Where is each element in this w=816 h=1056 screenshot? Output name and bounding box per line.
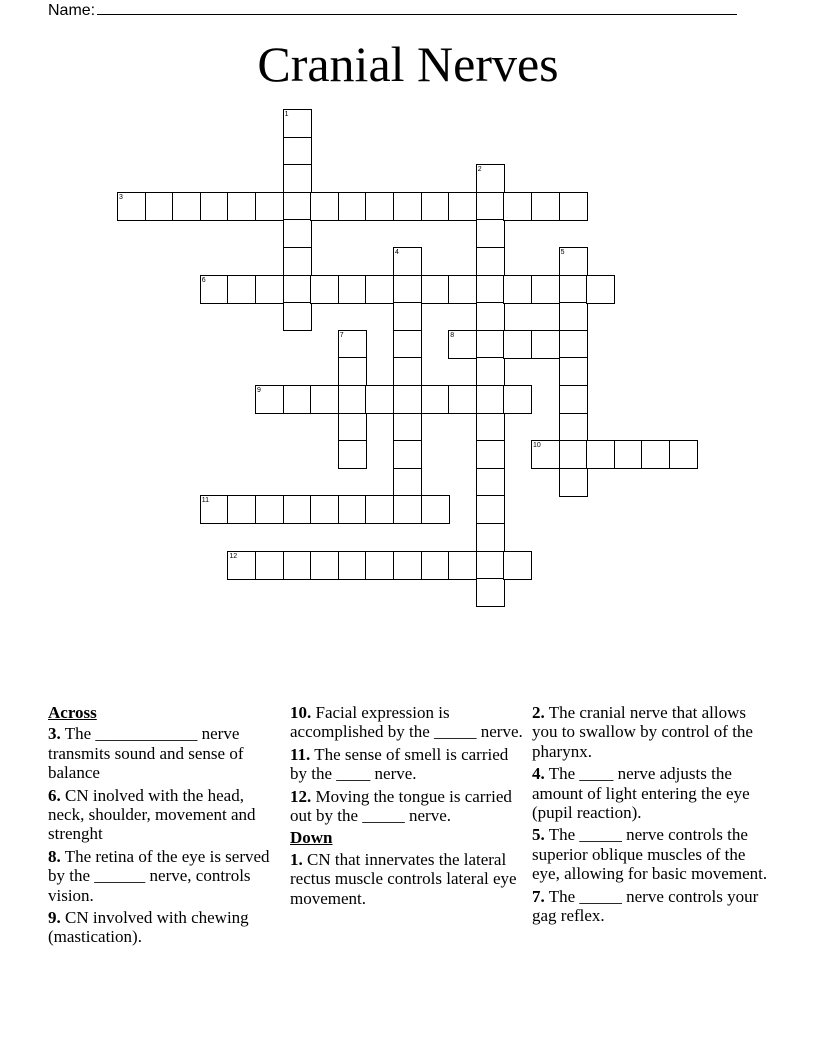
clue-1 bbox=[290, 850, 526, 908]
clue-text: Moving the tongue is carried out by the _____ nerve. bbox=[290, 786, 512, 826]
grid-cell[interactable] bbox=[476, 192, 505, 221]
grid-cell[interactable] bbox=[310, 385, 339, 414]
grid-cell[interactable] bbox=[559, 413, 588, 442]
grid-cell[interactable] bbox=[283, 551, 312, 580]
clue-number: 4. bbox=[532, 764, 545, 784]
grid-cell[interactable] bbox=[503, 192, 532, 221]
grid-cell[interactable] bbox=[283, 219, 312, 248]
clue-8 bbox=[48, 847, 284, 905]
clue-number: 1. bbox=[290, 849, 303, 869]
grid-cell[interactable] bbox=[476, 330, 505, 359]
grid-cell[interactable] bbox=[283, 247, 312, 276]
grid-cell[interactable] bbox=[283, 137, 312, 166]
clue-11 bbox=[290, 745, 526, 784]
grid-cell[interactable] bbox=[393, 275, 422, 304]
grid-number-6: 6 bbox=[201, 276, 206, 284]
clue-text: The retina of the eye is served by the ______ nerve, controls vision. bbox=[48, 846, 270, 905]
grid-cell[interactable] bbox=[476, 578, 505, 607]
grid-cell[interactable] bbox=[338, 551, 367, 580]
grid-cell[interactable] bbox=[421, 275, 450, 304]
grid-cell[interactable] bbox=[669, 440, 698, 469]
grid-number-7: 7 bbox=[339, 331, 344, 339]
grid-cell[interactable] bbox=[310, 275, 339, 304]
grid-cell[interactable] bbox=[476, 385, 505, 414]
grid-cell[interactable] bbox=[283, 192, 312, 221]
grid-number-11: 11 bbox=[201, 497, 210, 505]
grid-cell[interactable] bbox=[476, 551, 505, 580]
grid-cell[interactable] bbox=[559, 302, 588, 331]
grid-cell[interactable] bbox=[476, 495, 505, 524]
grid-cell[interactable] bbox=[559, 357, 588, 386]
grid-cell[interactable] bbox=[531, 330, 560, 359]
grid-cell[interactable] bbox=[310, 495, 339, 524]
grid-cell[interactable] bbox=[310, 551, 339, 580]
grid-cell[interactable] bbox=[559, 275, 588, 304]
grid-cell[interactable] bbox=[393, 440, 422, 469]
grid-cell[interactable] bbox=[255, 275, 284, 304]
clue-6 bbox=[48, 786, 284, 844]
grid-number-4: 4 bbox=[395, 249, 399, 256]
grid-cell[interactable] bbox=[338, 413, 367, 442]
grid-cell[interactable] bbox=[255, 551, 284, 580]
grid-cell[interactable] bbox=[283, 302, 312, 331]
clue-text: The ____ nerve adjusts the amount of light entering the eye (pupil reaction). bbox=[532, 764, 750, 823]
grid-cell[interactable] bbox=[393, 468, 422, 497]
clue-text: CN involved with chewing (mastication). bbox=[48, 908, 249, 947]
grid-cell[interactable] bbox=[476, 440, 505, 469]
clue-text: Facial expression is accomplished by the _____ nerve. bbox=[290, 703, 523, 742]
clue-3 bbox=[48, 724, 284, 782]
grid-cell[interactable] bbox=[559, 330, 588, 359]
grid-cell[interactable] bbox=[365, 275, 394, 304]
grid-cell[interactable] bbox=[338, 275, 367, 304]
grid-cell[interactable] bbox=[393, 330, 422, 359]
grid-cell[interactable] bbox=[476, 219, 505, 248]
clue-number: 11. bbox=[290, 744, 311, 764]
grid-cell[interactable] bbox=[393, 413, 422, 442]
grid-cell[interactable] bbox=[393, 551, 422, 580]
grid-cell[interactable] bbox=[255, 495, 284, 524]
grid-cell[interactable] bbox=[283, 385, 312, 414]
across-clue-list-continued bbox=[290, 703, 526, 825]
grid-number-1: 1 bbox=[284, 111, 289, 118]
grid-cell[interactable] bbox=[338, 495, 367, 524]
clue-number: 7. bbox=[532, 886, 545, 906]
clue-number: 2. bbox=[532, 703, 545, 722]
down-clue-list bbox=[290, 850, 526, 908]
grid-cell[interactable] bbox=[448, 551, 477, 580]
grid-cell[interactable] bbox=[448, 275, 477, 304]
grid-cell[interactable] bbox=[393, 495, 422, 524]
clue-column-1 bbox=[48, 703, 284, 950]
down-header: Down bbox=[290, 828, 333, 848]
grid-cell[interactable] bbox=[393, 357, 422, 386]
clue-number: 8. bbox=[48, 846, 61, 866]
grid-cell[interactable] bbox=[421, 495, 450, 524]
grid-number-5: 5 bbox=[560, 249, 565, 256]
grid-number-12: 12 bbox=[229, 552, 238, 560]
grid-cell[interactable] bbox=[531, 192, 560, 221]
clue-number: 10. bbox=[290, 703, 312, 722]
grid-cell[interactable] bbox=[559, 440, 588, 469]
grid-cell[interactable] bbox=[476, 523, 505, 552]
clue-text: CN inolved with the head, neck, shoulder, movement and strenght bbox=[48, 785, 256, 844]
clue-4 bbox=[532, 764, 768, 822]
grid-cell[interactable] bbox=[227, 495, 256, 524]
grid-cell[interactable] bbox=[393, 302, 422, 331]
grid-cell[interactable] bbox=[283, 164, 312, 193]
grid-cell[interactable] bbox=[172, 192, 201, 221]
clue-2 bbox=[532, 703, 768, 761]
clue-text: The sense of smell is carried by the ____ nerve. bbox=[290, 744, 509, 784]
grid-cell[interactable] bbox=[559, 385, 588, 414]
grid-cell[interactable] bbox=[476, 468, 505, 497]
grid-cell[interactable] bbox=[365, 192, 394, 221]
grid-cell[interactable] bbox=[393, 385, 422, 414]
grid-cell[interactable] bbox=[421, 551, 450, 580]
grid-cell[interactable] bbox=[586, 440, 615, 469]
grid-cell[interactable] bbox=[559, 192, 588, 221]
grid-cell[interactable] bbox=[448, 192, 477, 221]
grid-number-3: 3 bbox=[119, 193, 123, 201]
grid-cell[interactable] bbox=[393, 192, 422, 221]
down-clue-list-continued bbox=[532, 703, 768, 925]
across-header: Across bbox=[48, 703, 97, 722]
grid-cell[interactable] bbox=[338, 385, 367, 414]
grid-number-2: 2 bbox=[477, 166, 482, 174]
grid-cell[interactable] bbox=[448, 385, 477, 414]
grid-cell[interactable] bbox=[503, 330, 532, 359]
grid-cell[interactable] bbox=[421, 385, 450, 414]
grid-cell[interactable] bbox=[338, 357, 367, 386]
grid-cell[interactable] bbox=[614, 440, 643, 469]
grid-cell[interactable] bbox=[641, 440, 670, 469]
grid-cell[interactable] bbox=[476, 357, 505, 386]
clue-number: 3. bbox=[48, 724, 61, 744]
grid-cell[interactable] bbox=[586, 275, 615, 304]
clue-number: 9. bbox=[48, 908, 61, 928]
grid-cell[interactable] bbox=[503, 551, 532, 580]
grid-cell[interactable] bbox=[338, 440, 367, 469]
grid-cell[interactable] bbox=[365, 385, 394, 414]
clue-9 bbox=[48, 908, 284, 947]
grid-number-9: 9 bbox=[257, 387, 261, 394]
grid-cell[interactable] bbox=[365, 551, 394, 580]
clue-5 bbox=[532, 825, 768, 883]
grid-cell[interactable] bbox=[283, 495, 312, 524]
clue-7 bbox=[532, 887, 768, 926]
grid-cell[interactable] bbox=[421, 192, 450, 221]
across-clue-list bbox=[48, 724, 284, 946]
grid-cell[interactable] bbox=[200, 192, 229, 221]
clue-10 bbox=[290, 703, 526, 742]
grid-cell[interactable] bbox=[559, 468, 588, 497]
clue-text: The _____ nerve controls your gag reflex. bbox=[532, 886, 759, 926]
clue-text: The ____________ nerve transmits sound and sense of balance bbox=[48, 724, 244, 783]
grid-cell[interactable] bbox=[255, 192, 284, 221]
grid-cell[interactable] bbox=[476, 247, 505, 276]
clue-12 bbox=[290, 787, 526, 826]
grid-cell[interactable] bbox=[310, 192, 339, 221]
grid-cell[interactable] bbox=[476, 275, 505, 304]
clue-text: The cranial nerve that allows you to swallow by control of the pharynx. bbox=[532, 703, 753, 761]
grid-cell[interactable] bbox=[227, 192, 256, 221]
name-label: Name: bbox=[48, 2, 96, 19]
puzzle-title: Cranial Nerves bbox=[257, 36, 559, 92]
grid-cell[interactable] bbox=[227, 275, 256, 304]
grid-cell[interactable] bbox=[283, 275, 312, 304]
clue-column-3 bbox=[532, 703, 768, 928]
clue-number: 12. bbox=[290, 786, 312, 806]
grid-cell[interactable] bbox=[531, 275, 560, 304]
grid-cell[interactable] bbox=[365, 495, 394, 524]
grid-cell[interactable] bbox=[476, 413, 505, 442]
clue-column-2 bbox=[290, 703, 526, 911]
clue-number: 6. bbox=[48, 785, 61, 805]
clue-text: CN that innervates the lateral rectus muscle controls lateral eye movement. bbox=[290, 849, 517, 908]
clue-text: The _____ nerve controls the superior oblique muscles of the eye, allowing for basic movement. bbox=[532, 825, 768, 884]
grid-number-10: 10 bbox=[533, 442, 541, 450]
clue-number: 5. bbox=[532, 825, 545, 845]
grid-cell[interactable] bbox=[145, 192, 174, 221]
grid-cell[interactable] bbox=[503, 385, 532, 414]
grid-cell[interactable] bbox=[503, 275, 532, 304]
grid-number-8: 8 bbox=[450, 331, 455, 339]
grid-cell[interactable] bbox=[476, 302, 505, 331]
grid-cell[interactable] bbox=[338, 192, 367, 221]
